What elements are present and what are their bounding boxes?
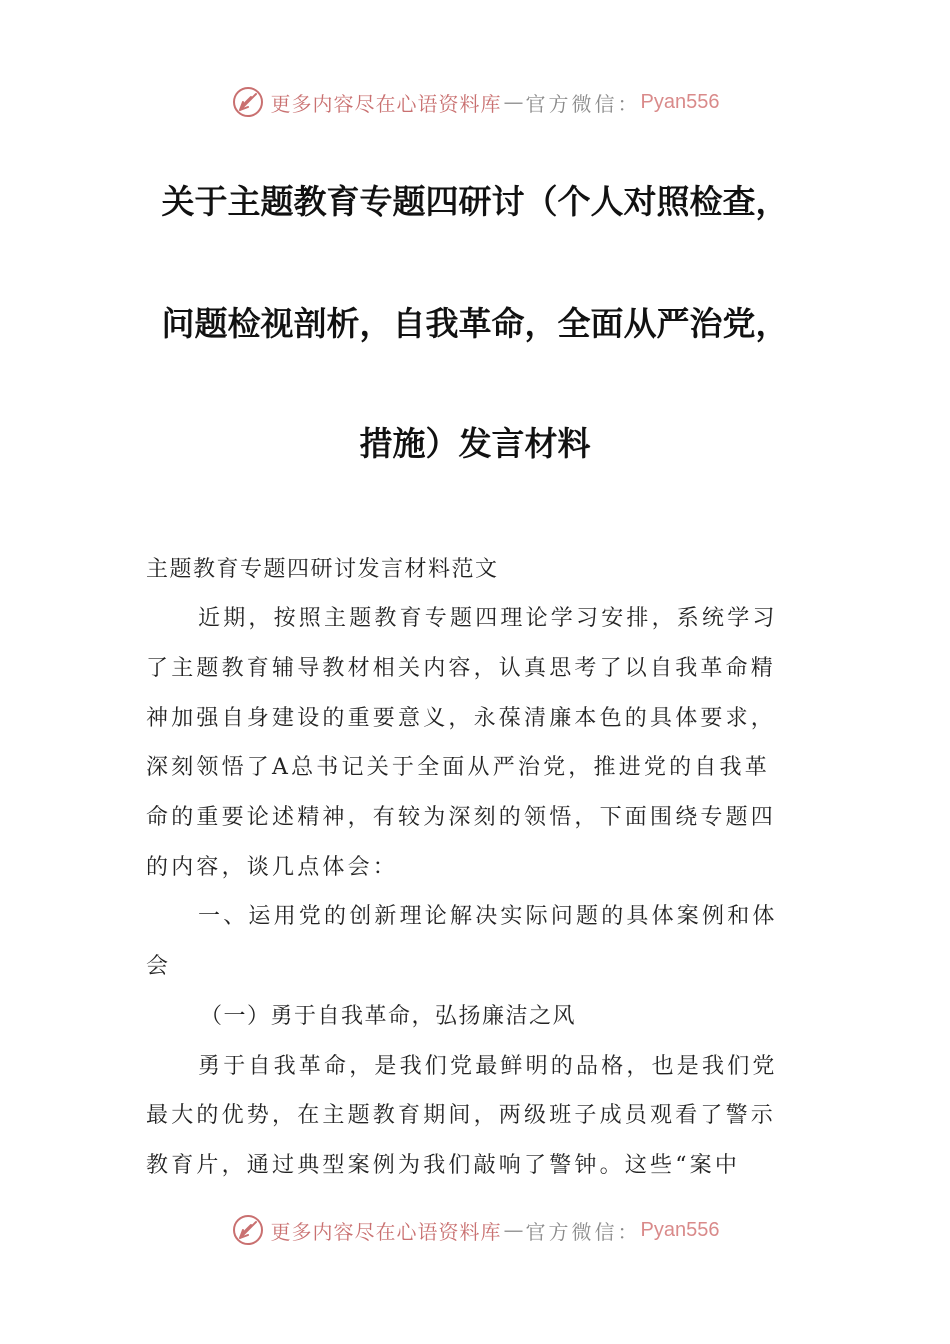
watermark-wechat-id: Pyan556: [640, 1218, 720, 1241]
watermark-brand-text: 更多内容尽在心语资料库: [270, 91, 502, 116]
body-line: 教育片，通过典型案例为我们敲响了警钟。这些“案中: [146, 1153, 741, 1178]
body-line: 最大的优势，在主题教育期间，两级班子成员观看了警示: [146, 1103, 777, 1128]
body-line: 命的重要论述精神，有较为深刻的领悟，下面围绕专题四: [146, 805, 777, 830]
quill-logo-icon: [231, 1213, 265, 1247]
document-title-line-1: 关于主题教育专题四研讨（个人对照检查，: [161, 182, 789, 221]
body-line: 的内容，谈几点体会：: [146, 855, 399, 880]
subsection-heading: （一）勇于自我革命，弘扬廉洁之风: [200, 1004, 577, 1029]
watermark-label: 官方微信：: [525, 1219, 641, 1244]
body-line: 勇于自我革命，是我们党最鲜明的品格，也是我们党: [198, 1054, 778, 1079]
body-line: 了主题教育辅导教材相关内容，认真思考了以自我革命精: [146, 656, 777, 681]
body-line: 神加强自身建设的重要意义，永葆清廉本色的具体要求，: [146, 706, 777, 731]
body-line: 深刻领悟了A总书记关于全面从严治党，推进党的自我革: [146, 755, 770, 780]
watermark-banner-bottom: [0, 1210, 950, 1250]
watermark-brand-text: 更多内容尽在心语资料库: [270, 1219, 502, 1244]
quill-logo-icon: [231, 85, 265, 119]
watermark-separator: —: [503, 90, 524, 114]
document-subtitle: 主题教育专题四研讨发言材料范文: [146, 557, 499, 582]
watermark-wechat-id: Pyan556: [640, 90, 720, 113]
section-heading-continued: 会: [146, 954, 172, 979]
document-title-line-2: 问题检视剖析，自我革命，全面从严治党，: [161, 304, 789, 343]
watermark-banner-top: [0, 82, 950, 122]
watermark-label: 官方微信：: [525, 91, 641, 116]
body-line: 近期，按照主题教育专题四理论学习安排，系统学习: [198, 606, 778, 631]
watermark-separator: —: [503, 1218, 524, 1242]
document-title-line-3: 措施）发言材料: [359, 424, 591, 463]
section-heading: 一、运用党的创新理论解决实际问题的具体案例和体: [198, 904, 778, 929]
